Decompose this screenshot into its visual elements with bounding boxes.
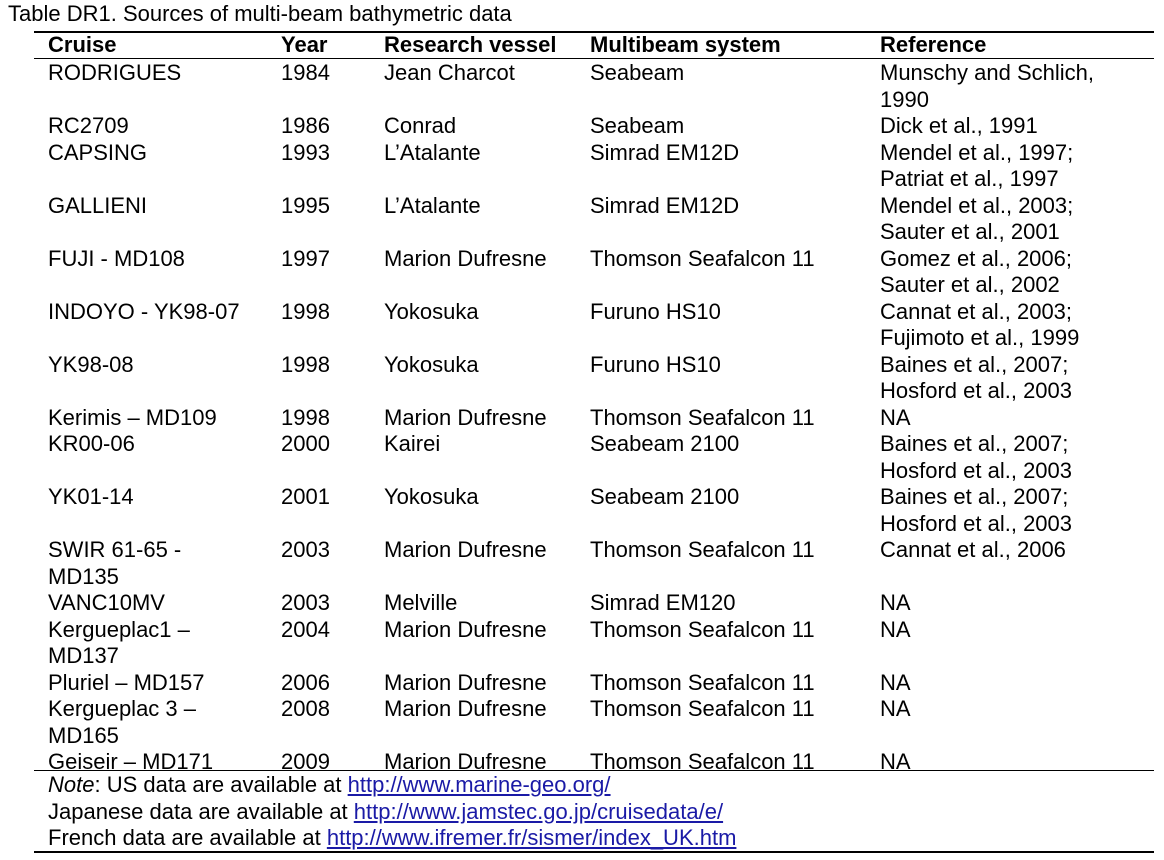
cell-reference <box>880 113 1038 140</box>
cell-cruise-line: VANC10MV <box>48 590 165 615</box>
cell-cruise <box>48 246 185 273</box>
cell-research-vessel: Marion Dufresne <box>384 616 547 642</box>
cell-multibeam-system: Thomson Seafalcon 11 <box>590 537 815 562</box>
table-row <box>0 299 1164 352</box>
cell-reference-line: Baines et al., 2007; <box>880 351 1069 377</box>
cell-cruise-line: RC2709 <box>48 113 129 138</box>
cell-reference-line: NA <box>880 749 911 774</box>
header-year: Year <box>281 32 328 57</box>
cell-cruise <box>48 484 134 511</box>
cell-reference-line: Fujimoto et al., 1999 <box>880 325 1080 350</box>
cell-year: 1997 <box>281 245 330 271</box>
cell-year: 1984 <box>281 60 330 85</box>
cell-year: 1998 <box>281 404 330 430</box>
cell-multibeam-system: Thomson Seafalcon 11 <box>590 669 815 695</box>
cell-multibeam-system: Seabeam 2100 <box>590 431 740 456</box>
cell-reference <box>880 696 911 723</box>
cell-year: 1998 <box>281 298 330 324</box>
table-row <box>0 405 1164 432</box>
cell-cruise-line: MD135 <box>48 563 119 589</box>
cell-research-vessel: Conrad <box>384 113 457 138</box>
cell-multibeam-system: Simrad EM12D <box>590 192 740 218</box>
cell-reference-line: Hosford et al., 2003 <box>880 378 1073 403</box>
cell-cruise-line: CAPSING <box>48 139 148 165</box>
cell-reference <box>880 299 1079 352</box>
cell-reference <box>880 352 1072 405</box>
cell-research-vessel: L’Atalante <box>384 139 481 165</box>
cell-multibeam-system: Furuno HS10 <box>590 298 721 324</box>
table-row <box>0 696 1164 749</box>
cell-reference-line: Hosford et al., 2003 <box>880 457 1073 483</box>
note-text: French data are available at <box>48 825 327 850</box>
cell-reference-line: Gomez et al., 2006; <box>880 245 1072 271</box>
cell-multibeam-system: Seabeam 2100 <box>590 484 740 509</box>
cell-reference <box>880 537 1066 564</box>
cell-research-vessel: Yokosuka <box>384 484 479 509</box>
cell-reference-line: Baines et al., 2007; <box>880 431 1069 456</box>
note-text: Japanese data are available at <box>48 798 354 824</box>
table-row <box>0 670 1164 697</box>
table-row <box>0 352 1164 405</box>
cell-reference-line: Cannat et al., 2003; <box>880 298 1073 324</box>
table-row <box>0 246 1164 299</box>
cell-reference-line: NA <box>880 616 911 642</box>
cell-cruise <box>48 352 134 379</box>
cell-cruise-line: MD137 <box>48 643 119 668</box>
note-line <box>48 825 736 852</box>
cell-reference <box>880 590 911 617</box>
cell-reference <box>880 617 911 644</box>
cell-research-vessel: Jean Charcot <box>384 60 515 85</box>
table-row <box>0 590 1164 617</box>
cell-cruise <box>48 696 196 749</box>
cell-reference-line: Hosford et al., 2003 <box>880 510 1073 536</box>
cell-reference-line: NA <box>880 590 911 615</box>
cell-year: 2003 <box>281 537 330 562</box>
cell-multibeam-system: Thomson Seafalcon 11 <box>590 404 815 430</box>
cell-cruise-line: RODRIGUES <box>48 60 182 85</box>
cell-cruise-line: Pluriel – MD157 <box>48 669 205 695</box>
table-row <box>0 617 1164 670</box>
cell-multibeam-system: Thomson Seafalcon 11 <box>590 696 815 721</box>
cell-reference-line: Patriat et al., 1997 <box>880 166 1059 191</box>
cell-cruise <box>48 537 181 590</box>
cell-reference <box>880 749 911 776</box>
cell-research-vessel: Marion Dufresne <box>384 749 547 774</box>
cell-cruise-line: MD165 <box>48 722 119 748</box>
cell-year: 2009 <box>281 749 330 774</box>
cell-multibeam-system: Thomson Seafalcon 11 <box>590 616 815 642</box>
cell-multibeam-system: Furuno HS10 <box>590 351 721 377</box>
table-row <box>0 140 1164 193</box>
cell-cruise-line: GALLIENI <box>48 192 148 218</box>
table-header-row <box>0 32 1164 58</box>
table-row <box>0 484 1164 537</box>
cell-research-vessel: Marion Dufresne <box>384 696 547 721</box>
cell-reference-line: Baines et al., 2007; <box>880 484 1069 509</box>
cell-cruise <box>48 193 147 220</box>
header-reference: Reference <box>880 32 987 57</box>
cell-cruise-line: INDOYO - YK98-07 <box>48 298 240 324</box>
table-body <box>0 60 1164 776</box>
cell-year: 2003 <box>281 590 330 615</box>
note-line <box>48 772 736 799</box>
cell-year: 2001 <box>281 484 330 509</box>
cell-reference-line: NA <box>880 404 911 430</box>
cell-reference <box>880 60 1094 113</box>
cell-research-vessel: Marion Dufresne <box>384 404 547 430</box>
cell-research-vessel: Marion Dufresne <box>384 245 547 271</box>
note-data-link[interactable]: http://www.jamstec.go.jp/cruisedata/e/ <box>353 798 724 824</box>
cell-reference-line: Mendel et al., 1997; <box>880 139 1074 165</box>
cell-cruise-line: KR00-06 <box>48 431 135 456</box>
cell-multibeam-system: Seabeam <box>590 113 685 138</box>
table-row <box>0 60 1164 113</box>
cell-cruise <box>48 113 129 140</box>
cell-cruise-line: Kergueplac1 – <box>48 616 190 642</box>
cell-research-vessel: L’Atalante <box>384 192 481 218</box>
cell-cruise-line: YK98-08 <box>48 351 134 377</box>
table-row <box>0 537 1164 590</box>
cell-reference-line: Mendel et al., 2003; <box>880 192 1074 218</box>
note-text: : US data are available at <box>94 772 348 797</box>
table-caption: Table DR1. Sources of multi-beam bathymetric data <box>8 1 512 26</box>
cell-reference-line: Sauter et al., 2002 <box>880 272 1060 297</box>
header-multibeam-system: Multibeam system <box>590 32 781 57</box>
cell-research-vessel: Yokosuka <box>384 298 479 324</box>
cell-reference <box>880 484 1072 537</box>
table-row <box>0 193 1164 246</box>
cell-year: 2006 <box>281 669 330 695</box>
cell-cruise <box>48 590 165 617</box>
cell-reference <box>880 670 911 697</box>
cell-cruise <box>48 299 240 326</box>
cell-cruise <box>48 140 147 167</box>
cell-cruise-line: FUJI - MD108 <box>48 245 185 271</box>
table-notes <box>48 772 736 852</box>
cell-year: 2008 <box>281 696 330 721</box>
cell-reference-line: Cannat et al., 2006 <box>880 537 1066 562</box>
cell-multibeam-system: Simrad EM120 <box>590 590 736 615</box>
cell-research-vessel: Yokosuka <box>384 351 479 377</box>
cell-cruise-line: YK01-14 <box>48 484 134 509</box>
cell-multibeam-system: Seabeam <box>590 60 685 85</box>
cell-reference-line: Sauter et al., 2001 <box>880 219 1060 244</box>
cell-year: 1995 <box>281 192 330 218</box>
cell-cruise-line: Kergueplac 3 – <box>48 696 196 721</box>
cell-reference <box>880 405 911 432</box>
cell-multibeam-system: Thomson Seafalcon 11 <box>590 749 815 774</box>
cell-research-vessel: Marion Dufresne <box>384 669 547 695</box>
note-data-link[interactable]: http://www.marine-geo.org/ <box>347 772 611 797</box>
cell-year: 2000 <box>281 431 330 456</box>
cell-research-vessel: Melville <box>384 590 458 615</box>
cell-multibeam-system: Simrad EM12D <box>590 139 740 165</box>
table-row <box>0 431 1164 484</box>
note-label: Note <box>48 772 95 797</box>
cell-cruise <box>48 617 190 670</box>
table-header-rule <box>34 58 1154 59</box>
cell-reference-line: NA <box>880 669 911 695</box>
note-line <box>48 799 736 826</box>
cell-reference <box>880 140 1073 193</box>
cell-reference <box>880 193 1073 246</box>
cell-cruise <box>48 431 135 458</box>
cell-reference-line: Munschy and Schlich, <box>880 60 1094 85</box>
header-research-vessel: Research vessel <box>384 32 557 57</box>
header-cruise: Cruise <box>48 32 117 57</box>
cell-reference-line: Dick et al., 1991 <box>880 113 1038 138</box>
cell-cruise <box>48 60 181 87</box>
cell-cruise <box>48 405 217 432</box>
cell-cruise-line: SWIR 61-65 - <box>48 537 182 562</box>
cell-cruise <box>48 670 205 697</box>
cell-research-vessel: Marion Dufresne <box>384 537 547 562</box>
cell-year: 1986 <box>281 113 330 138</box>
cell-research-vessel: Kairei <box>384 431 441 456</box>
cell-reference-line: 1990 <box>880 86 929 112</box>
cell-cruise-line: Geiseir – MD171 <box>48 749 214 774</box>
cell-reference-line: NA <box>880 696 911 721</box>
table-notes-rule <box>34 770 1154 771</box>
cell-reference <box>880 246 1072 299</box>
cell-cruise-line: Kerimis – MD109 <box>48 404 217 430</box>
cell-multibeam-system: Thomson Seafalcon 11 <box>590 245 815 271</box>
note-data-link[interactable]: http://www.ifremer.fr/sismer/index_UK.htm <box>326 825 737 850</box>
cell-year: 2004 <box>281 616 330 642</box>
table-row <box>0 113 1164 140</box>
cell-year: 1998 <box>281 351 330 377</box>
table-bottom-rule <box>34 851 1154 853</box>
cell-year: 1993 <box>281 139 330 165</box>
cell-reference <box>880 431 1072 484</box>
